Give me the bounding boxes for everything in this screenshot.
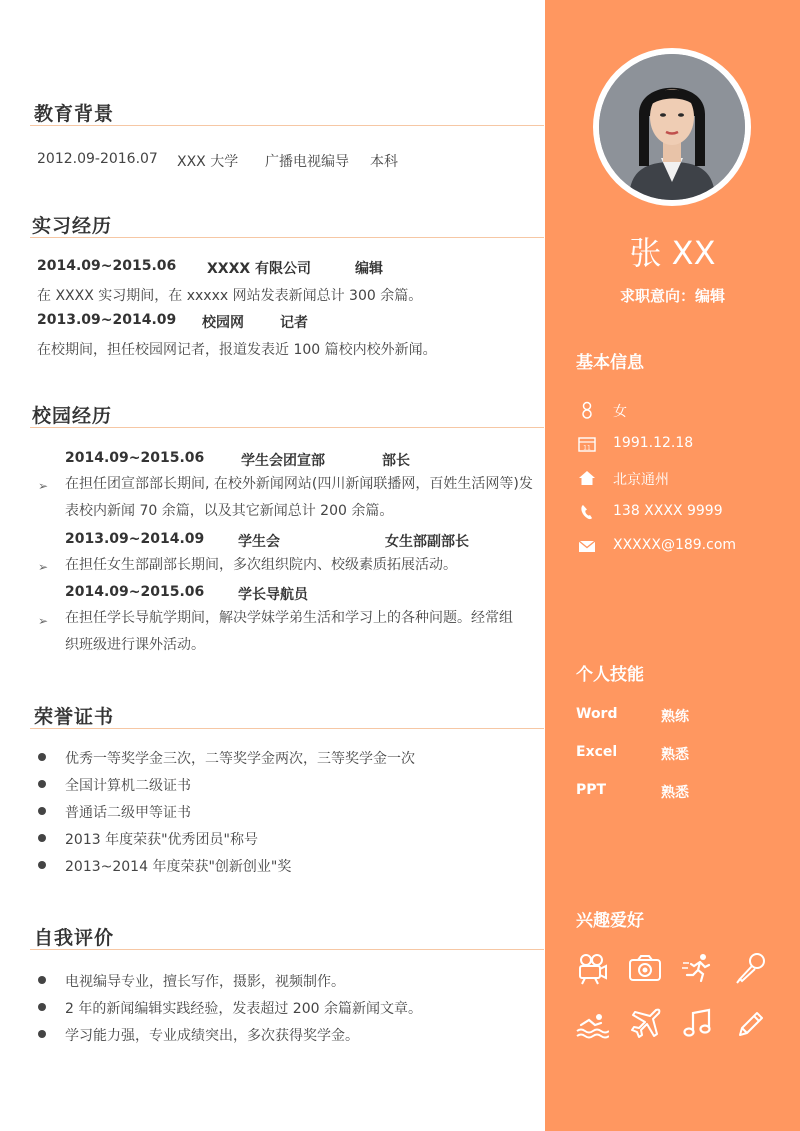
person-icon — [577, 400, 597, 420]
honor-item: 普通话二级甲等证书 — [65, 805, 191, 821]
phone-icon — [577, 502, 597, 522]
internship-item-header — [37, 312, 537, 332]
education-degree: 本科 — [370, 154, 398, 170]
campus-item-header — [65, 450, 535, 470]
video-camera-icon — [575, 951, 609, 985]
section-title-skills: 个人技能 — [576, 665, 644, 685]
skill-level: 熟悉 — [661, 785, 689, 801]
section-divider — [30, 427, 544, 428]
internship-org: 校园网 — [202, 315, 244, 331]
campus-desc — [65, 605, 540, 659]
phone-value: 138 XXXX 9999 — [613, 503, 723, 519]
section-divider — [30, 237, 544, 238]
section-title-self-eval: 自我评价 — [34, 927, 115, 949]
self-eval-item: 学习能力强，专业成绩突出，多次获得奖学金。 — [65, 1028, 359, 1044]
internship-period: 2014.09~2015.06 — [37, 258, 177, 274]
campus-desc-line: 在担任学长导航学期间，解决学妹学弟生活和学习上的各种问题。经常组 — [65, 610, 513, 626]
bullet-dot-icon — [38, 1030, 46, 1038]
bullet-dot-icon — [38, 753, 46, 761]
section-title-education: 教育背景 — [34, 103, 115, 125]
email-value: XXXXX@189.com — [613, 537, 737, 553]
section-divider — [30, 728, 544, 729]
music-note-icon — [681, 1007, 715, 1041]
internship-item-header — [37, 258, 537, 278]
skill-name: Excel — [576, 744, 618, 760]
skill-row — [576, 744, 776, 764]
campus-item-header — [65, 584, 535, 604]
job-intent: 求职意向：编辑 — [619, 287, 725, 305]
section-title-honors: 荣誉证书 — [34, 706, 115, 728]
arrow-bullet-icon: ➢ — [38, 560, 49, 574]
camera-icon — [628, 951, 662, 985]
education-major: 广播电视编导 — [265, 154, 349, 170]
svg-text:11: 11 — [583, 444, 591, 452]
envelope-icon — [577, 536, 597, 556]
education-period: 2012.09-2016.07 — [37, 151, 158, 167]
campus-period: 2013.09~2014.09 — [65, 531, 205, 547]
campus-org: 学生会团宣部 — [241, 453, 325, 469]
education-school: XXX 大学 — [177, 154, 239, 170]
section-title-basic-info: 基本信息 — [576, 353, 644, 373]
internship-role: 编辑 — [355, 261, 383, 277]
campus-period: 2014.09~2015.06 — [65, 584, 205, 600]
bullet-dot-icon — [38, 807, 46, 815]
internship-role: 记者 — [280, 315, 308, 331]
sidebar — [545, 0, 800, 1131]
internship-desc: 在校期间，担任校园网记者，报道发表近 100 篇校内校外新闻。 — [37, 342, 437, 358]
skill-row — [576, 782, 776, 802]
bullet-dot-icon — [38, 976, 46, 984]
airplane-icon — [628, 1007, 662, 1041]
campus-desc — [65, 552, 540, 579]
self-eval-item: 电视编导专业，擅长写作，摄影，视频制作。 — [65, 974, 345, 990]
skill-level: 熟悉 — [661, 747, 689, 763]
bullet-dot-icon — [38, 861, 46, 869]
campus-item-header — [65, 531, 535, 551]
campus-org: 学生会 — [238, 534, 280, 550]
skill-name: PPT — [576, 782, 607, 798]
candidate-name: 张 XX — [629, 234, 716, 272]
campus-role: 女生部副部长 — [385, 534, 469, 550]
campus-desc — [65, 471, 540, 525]
campus-org: 学长导航员 — [238, 587, 308, 603]
gender-value: 女 — [613, 404, 627, 420]
campus-desc-line: 织班级进行课外活动。 — [65, 637, 205, 653]
bullet-dot-icon — [38, 834, 46, 842]
internship-desc: 在 XXXX 实习期间，在 xxxxx 网站发表新闻总计 300 余篇。 — [37, 288, 423, 304]
bullet-dot-icon — [38, 780, 46, 788]
section-divider — [30, 949, 544, 950]
calendar-icon — [577, 434, 597, 454]
running-icon — [681, 951, 715, 985]
section-divider — [30, 125, 544, 126]
home-icon — [577, 468, 597, 488]
campus-desc-line: 表校内新闻 70 余篇，以及其它新闻总计 200 余篇。 — [65, 503, 394, 519]
avatar-frame — [593, 48, 751, 206]
internship-org: XXXX 有限公司 — [207, 261, 312, 277]
campus-desc-line: 在担任团宣部部长期间, 在校外新闻网站(四川新闻联播网，百姓生活网等)发 — [65, 476, 533, 492]
self-eval-item: 2 年的新闻编辑实践经验，发表超过 200 余篇新闻文章。 — [65, 1001, 422, 1017]
honor-item: 2013~2014 年度荣获"创新创业"奖 — [65, 859, 292, 875]
education-row — [37, 151, 537, 171]
avatar — [599, 54, 745, 200]
location-value: 北京通州 — [613, 472, 669, 488]
internship-period: 2013.09~2014.09 — [37, 312, 177, 328]
skill-row — [576, 706, 776, 726]
skill-level: 熟练 — [661, 709, 689, 725]
birthday-value: 1991.12.18 — [613, 435, 694, 451]
honor-item: 优秀一等奖学金三次，二等奖学金两次，三等奖学金一次 — [65, 751, 415, 767]
pencil-icon — [734, 1007, 768, 1041]
swimming-icon — [575, 1007, 609, 1041]
section-title-campus: 校园经历 — [32, 405, 113, 427]
honor-item: 全国计算机二级证书 — [65, 778, 191, 794]
arrow-bullet-icon: ➢ — [38, 479, 49, 493]
section-title-internship: 实习经历 — [32, 215, 113, 237]
campus-period: 2014.09~2015.06 — [65, 450, 205, 466]
skill-name: Word — [576, 706, 618, 722]
honor-item: 2013 年度荣获"优秀团员"称号 — [65, 832, 258, 848]
bullet-dot-icon — [38, 1003, 46, 1011]
campus-role: 部长 — [382, 453, 410, 469]
campus-desc-line: 在担任女生部副部长期间，多次组织院内、校级素质拓展活动。 — [65, 557, 457, 573]
section-title-hobbies: 兴趣爱好 — [576, 911, 644, 931]
arrow-bullet-icon: ➢ — [38, 614, 49, 628]
microphone-icon — [734, 951, 768, 985]
